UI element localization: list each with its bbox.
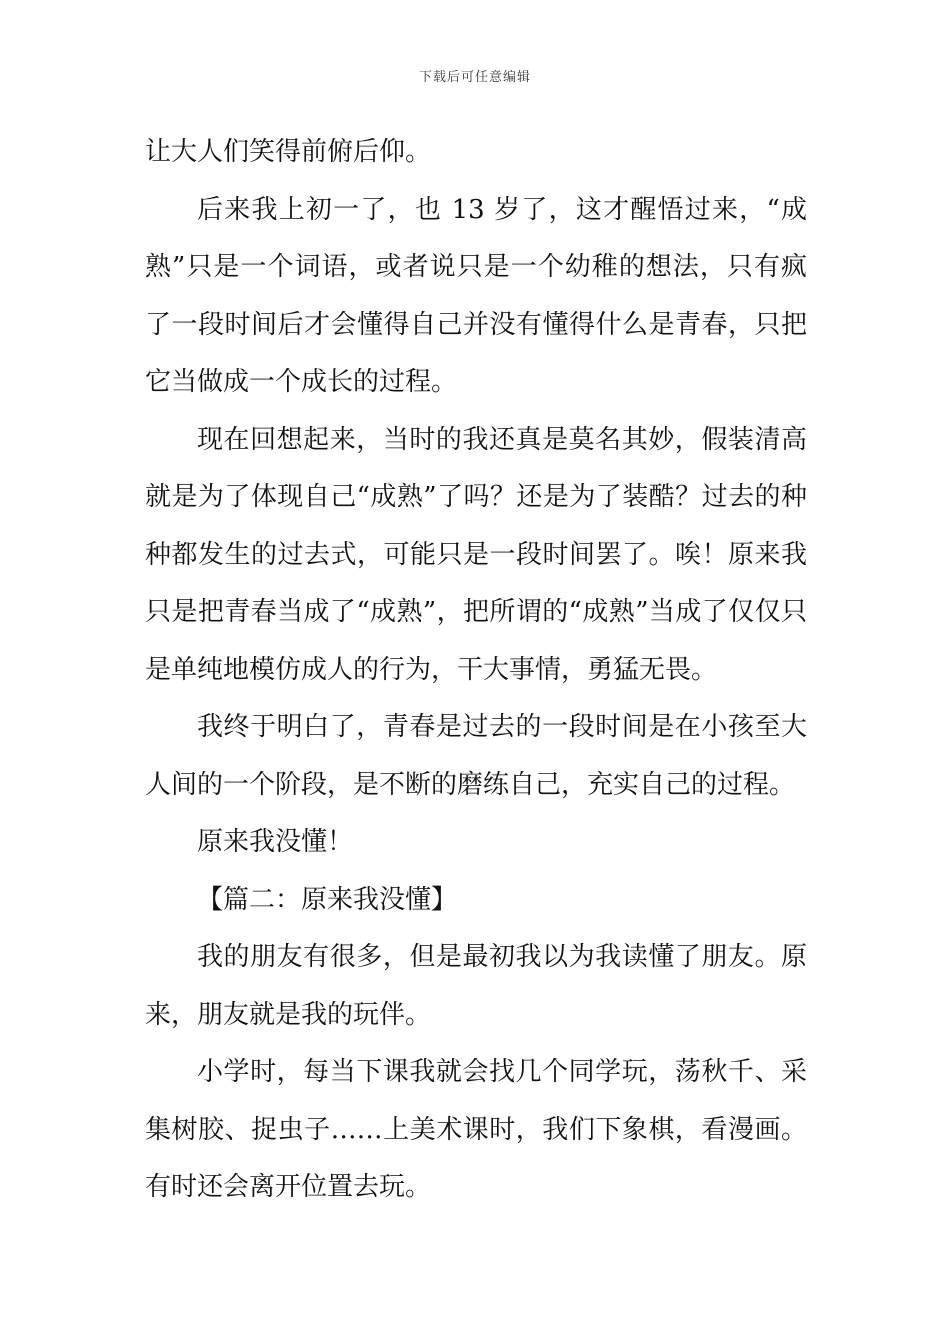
paragraph: 后来我上初一了，也 13 岁了，这才醒悟过来，“成熟”只是一个词语，或者说只是一个幼稚的想法，只有疯了一段时间后才会懂得自己并没有懂得什么是青春，只把它当做成一个成长的过程。: [145, 194, 807, 397]
paragraph: 小学时，每当下课我就会找几个同学玩，荡秋千、采集树胶、捉虫子……上美术课时，我们下象棋，看漫画。有时还会离开位置去玩。: [145, 1057, 807, 1202]
document-body: [145, 124, 807, 1217]
paragraph: 原来我没懂！: [197, 827, 354, 857]
paragraph: 我的朋友有很多，但是最初我以为我读懂了朋友。原来，朋友就是我的玩伴。: [145, 942, 807, 1030]
page-header: 下载后可任意编辑: [418, 70, 531, 85]
section-heading: 【篇二：原来我没懂】: [197, 884, 458, 915]
paragraph: 让大人们笑得前俯后仰。: [145, 137, 432, 167]
paragraph: 我终于明白了，青春是过去的一段时间是在小孩至大人间的一个阶段，是不断的磨练自己，充实自己的过程。: [145, 712, 807, 800]
paragraph: 现在回想起来，当时的我还真是莫名其妙，假装清高就是为了体现自己“成熟”了吗？还是为了装酷？过去的种种都发生的过去式，可能只是一段时间罢了。唉！原来我只是把青春当成了“成熟”，把所谓的“成熟”当成了仅仅只是单纯地模仿成人的行为，干大事情，勇猛无畏。: [145, 424, 807, 685]
